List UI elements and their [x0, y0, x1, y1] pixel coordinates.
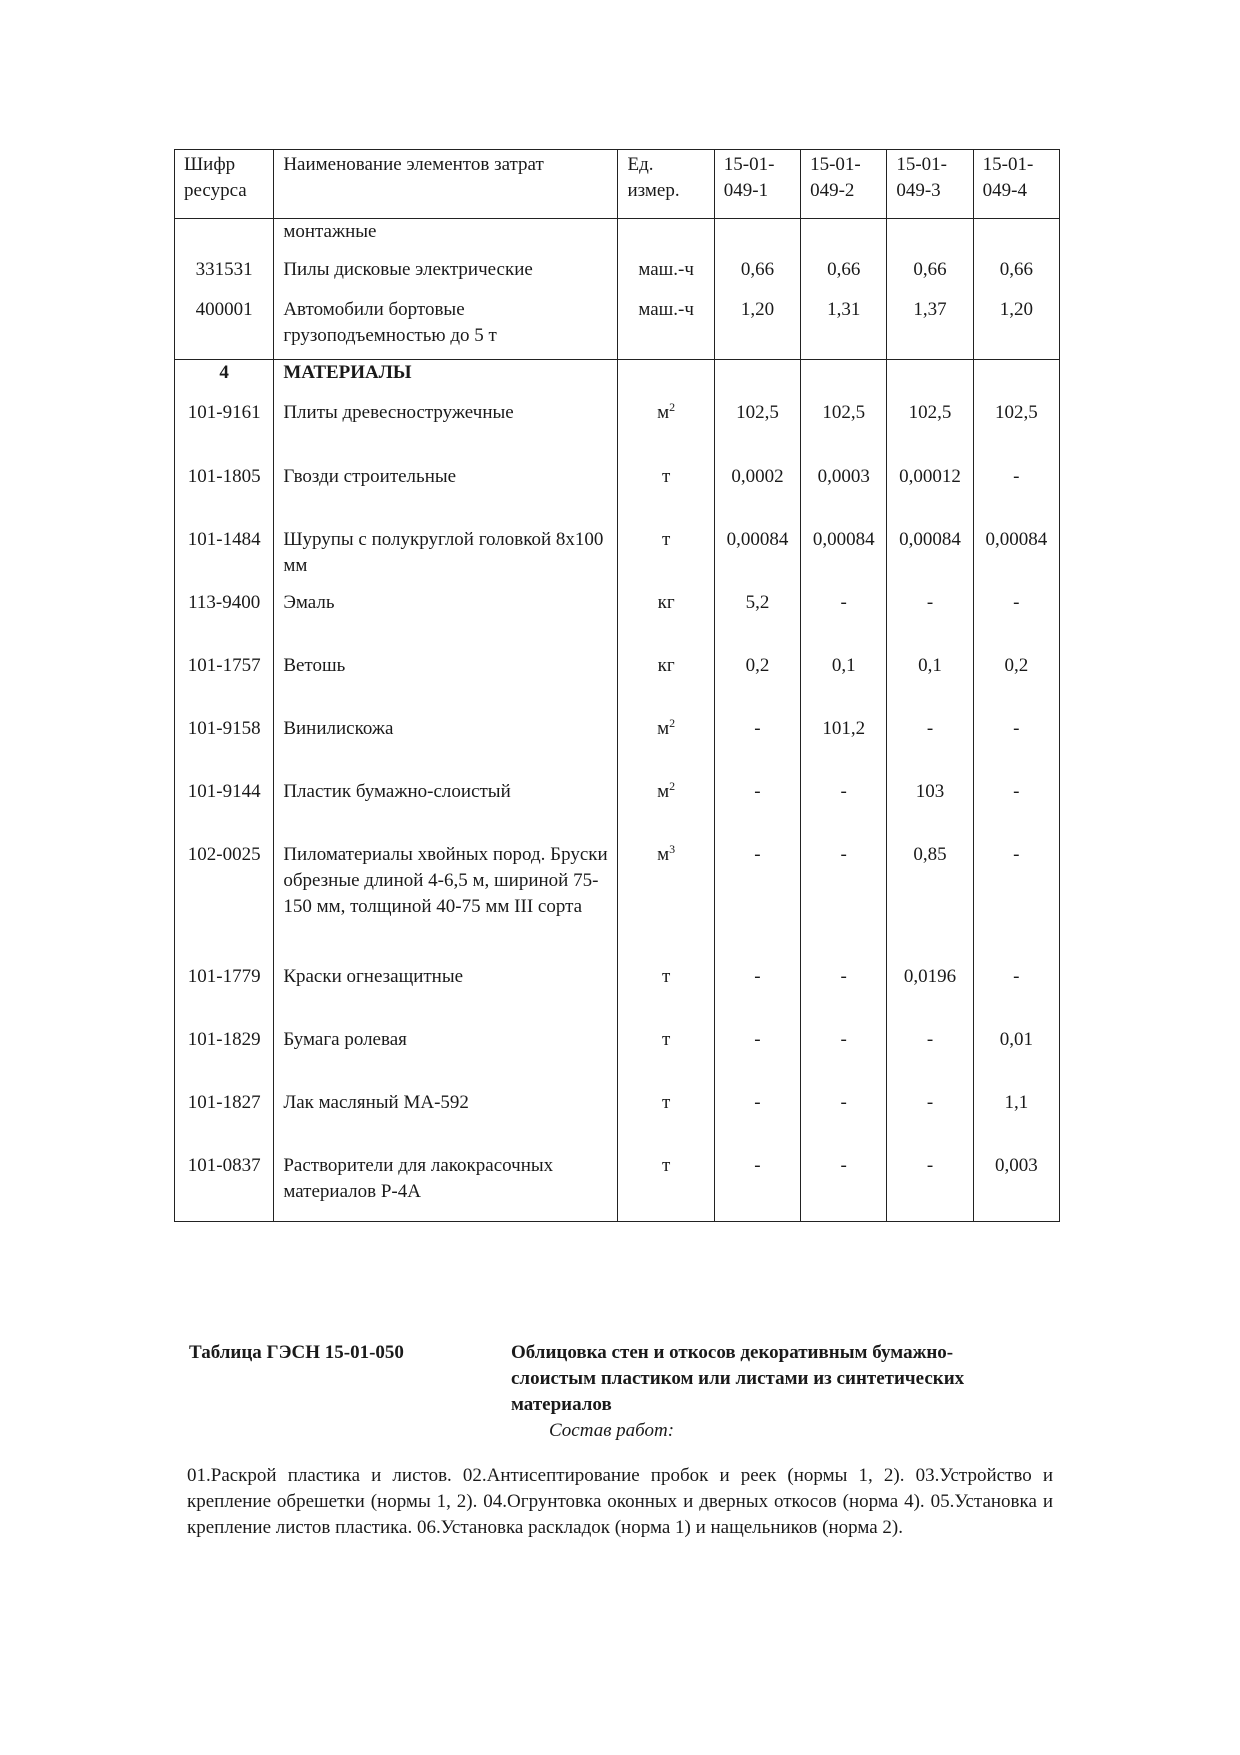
material-code: 101-1827 — [175, 1090, 274, 1153]
material-v4: - — [973, 716, 1059, 779]
table-header-row — [175, 150, 1060, 219]
material-unit — [618, 527, 714, 590]
unit-base: т — [661, 466, 671, 487]
material-row — [175, 716, 1060, 779]
machine-unit: маш.-ч — [618, 297, 714, 360]
header-code: Шифр ресурса — [175, 150, 274, 219]
section-row — [175, 360, 1060, 401]
section-title: МАТЕРИАЛЫ — [274, 360, 618, 401]
material-code: 101-1779 — [175, 964, 274, 1027]
header-col-3: 15-01-049-3 — [887, 150, 973, 219]
unit-exponent: 2 — [669, 400, 676, 414]
material-v2: - — [801, 779, 887, 842]
material-v4: - — [973, 464, 1059, 527]
material-code: 101-0837 — [175, 1153, 274, 1222]
machine-row — [175, 297, 1060, 360]
material-v4: 0,2 — [973, 653, 1059, 716]
material-v1: 0,00084 — [714, 527, 800, 590]
machine-v4: 1,20 — [973, 297, 1059, 360]
machine-v3: 0,66 — [887, 257, 973, 297]
empty-cell — [973, 219, 1059, 258]
material-v1: - — [714, 716, 800, 779]
machine-code: 400001 — [175, 297, 274, 360]
material-v2: - — [801, 1153, 887, 1222]
material-row — [175, 779, 1060, 842]
unit-base: м — [657, 718, 670, 739]
material-row — [175, 590, 1060, 653]
material-name: Винилискожа — [274, 716, 618, 779]
material-row — [175, 400, 1060, 464]
material-v2: 0,1 — [801, 653, 887, 716]
material-v4: 0,00084 — [973, 527, 1059, 590]
section-number: 4 — [175, 360, 274, 401]
material-v3: 0,1 — [887, 653, 973, 716]
empty-cell — [973, 360, 1059, 401]
empty-cell — [801, 360, 887, 401]
material-v1: - — [714, 1027, 800, 1090]
material-v1: - — [714, 779, 800, 842]
unit-base: м — [657, 402, 670, 423]
empty-cell — [887, 360, 973, 401]
header-col-1: 15-01-049-1 — [714, 150, 800, 219]
unit-exponent: 2 — [669, 716, 676, 730]
unit-base: т — [661, 966, 671, 987]
works-description: 01.Раскрой пластика и листов. 02.Антисептирование пробок и реек (нормы 1, 2). 03.Устройство и крепление обрешетки (нормы 1, 2). 04.Огрунтовка оконных и дверных откосов (норма 4). 05.Установка и крепление листов пластика. 06.Установка раскладок (норма 1) и нащельников (норма 2). — [187, 1465, 1053, 1538]
material-v2: - — [801, 1027, 887, 1090]
material-v4: - — [973, 842, 1059, 964]
machine-code: 331531 — [175, 257, 274, 297]
material-unit — [618, 400, 714, 464]
material-row — [175, 964, 1060, 1027]
works-subtitle: Состав работ: — [549, 1420, 675, 1441]
material-v1: 102,5 — [714, 400, 800, 464]
material-v1: 5,2 — [714, 590, 800, 653]
material-row — [175, 842, 1060, 964]
material-v2: 101,2 — [801, 716, 887, 779]
material-name: Растворители для лакокрасочных материалов Р-4А — [274, 1153, 618, 1222]
material-name: Гвозди строительные — [274, 464, 618, 527]
material-unit — [618, 779, 714, 842]
material-v4: 1,1 — [973, 1090, 1059, 1153]
material-v1: - — [714, 1090, 800, 1153]
material-unit — [618, 964, 714, 1027]
material-code: 101-9161 — [175, 400, 274, 464]
material-name: Краски огнезащитные — [274, 964, 618, 1027]
material-row — [175, 527, 1060, 590]
material-unit — [618, 1027, 714, 1090]
material-v3: - — [887, 1027, 973, 1090]
empty-cell — [175, 219, 274, 258]
material-v4: - — [973, 964, 1059, 1027]
material-v3: 102,5 — [887, 400, 973, 464]
material-v4: 0,003 — [973, 1153, 1059, 1222]
material-v1: - — [714, 964, 800, 1027]
material-v1: - — [714, 842, 800, 964]
material-v3: 0,00012 — [887, 464, 973, 527]
material-v3: - — [887, 716, 973, 779]
unit-base: кг — [657, 592, 675, 613]
material-name: Шурупы с полукруглой головкой 8х100 мм — [274, 527, 618, 590]
material-code: 113-9400 — [175, 590, 274, 653]
unit-base: т — [661, 1092, 671, 1113]
material-v4: - — [973, 779, 1059, 842]
material-v2: 0,0003 — [801, 464, 887, 527]
material-name: Бумага ролевая — [274, 1027, 618, 1090]
material-v3: 0,0196 — [887, 964, 973, 1027]
machine-v1: 0,66 — [714, 257, 800, 297]
empty-cell — [618, 219, 714, 258]
material-row — [175, 464, 1060, 527]
empty-cell — [714, 360, 800, 401]
resource-norms-table — [174, 149, 1060, 1222]
material-unit — [618, 842, 714, 964]
machine-name: Пилы дисковые электрические — [274, 257, 618, 297]
material-unit — [618, 590, 714, 653]
material-name: Плиты древесностружечные — [274, 400, 618, 464]
material-row — [175, 1153, 1060, 1222]
machine-v1: 1,20 — [714, 297, 800, 360]
header-col-2: 15-01-049-2 — [801, 150, 887, 219]
next-table-label: Таблица ГЭСН 15-01-050 — [189, 1342, 404, 1363]
material-row — [175, 1090, 1060, 1153]
machine-v2: 0,66 — [801, 257, 887, 297]
header-col-4: 15-01-049-4 — [973, 150, 1059, 219]
material-v3: 0,85 — [887, 842, 973, 964]
material-code: 101-1829 — [175, 1027, 274, 1090]
material-v2: - — [801, 842, 887, 964]
material-code: 101-9144 — [175, 779, 274, 842]
machine-v3: 1,37 — [887, 297, 973, 360]
unit-exponent: 2 — [669, 779, 676, 793]
material-row — [175, 653, 1060, 716]
unit-base: кг — [657, 655, 675, 676]
continuation-text: монтажные — [274, 219, 618, 258]
header-unit: Ед. измер. — [618, 150, 714, 219]
material-code: 101-1757 — [175, 653, 274, 716]
unit-base: м — [657, 781, 670, 802]
header-name: Наименование элементов затрат — [274, 150, 618, 219]
empty-cell — [887, 219, 973, 258]
material-unit — [618, 653, 714, 716]
material-unit — [618, 464, 714, 527]
material-v1: 0,0002 — [714, 464, 800, 527]
material-unit — [618, 1090, 714, 1153]
unit-base: т — [661, 1029, 671, 1050]
material-v4: 102,5 — [973, 400, 1059, 464]
unit-base: м — [657, 844, 670, 865]
unit-base: т — [661, 1155, 671, 1176]
material-v1: - — [714, 1153, 800, 1222]
material-code: 101-9158 — [175, 716, 274, 779]
material-v3: - — [887, 1090, 973, 1153]
material-code: 101-1805 — [175, 464, 274, 527]
material-code: 101-1484 — [175, 527, 274, 590]
material-v3: - — [887, 590, 973, 653]
machine-v4: 0,66 — [973, 257, 1059, 297]
material-v2: - — [801, 964, 887, 1027]
machine-unit: маш.-ч — [618, 257, 714, 297]
material-v3: - — [887, 1153, 973, 1222]
material-v2: 102,5 — [801, 400, 887, 464]
next-table-name: Облицовка стен и откосов декоративным бумажно-слоистым пластиком или листами из синтетических материалов — [511, 1342, 965, 1415]
machine-v2: 1,31 — [801, 297, 887, 360]
continuation-row — [175, 219, 1060, 258]
material-v1: 0,2 — [714, 653, 800, 716]
material-v2: - — [801, 590, 887, 653]
material-unit — [618, 1153, 714, 1222]
material-row — [175, 1027, 1060, 1090]
material-name: Пиломатериалы хвойных пород. Бруски обрезные длиной 4-6,5 м, шириной 75-150 мм, толщиной 40-75 мм III сорта — [274, 842, 618, 964]
material-v4: 0,01 — [973, 1027, 1059, 1090]
empty-cell — [714, 219, 800, 258]
material-unit — [618, 716, 714, 779]
unit-exponent: 3 — [669, 842, 676, 856]
empty-cell — [618, 360, 714, 401]
material-name: Ветошь — [274, 653, 618, 716]
material-v3: 103 — [887, 779, 973, 842]
material-v3: 0,00084 — [887, 527, 973, 590]
empty-cell — [801, 219, 887, 258]
machine-row — [175, 257, 1060, 297]
material-name: Пластик бумажно-слоистый — [274, 779, 618, 842]
material-v2: 0,00084 — [801, 527, 887, 590]
material-name: Лак масляный МА-592 — [274, 1090, 618, 1153]
material-name: Эмаль — [274, 590, 618, 653]
material-v4: - — [973, 590, 1059, 653]
material-v2: - — [801, 1090, 887, 1153]
material-code: 102-0025 — [175, 842, 274, 964]
machine-name: Автомобили бортовые грузоподъемностью до 5 т — [274, 297, 618, 360]
unit-base: т — [661, 529, 671, 550]
